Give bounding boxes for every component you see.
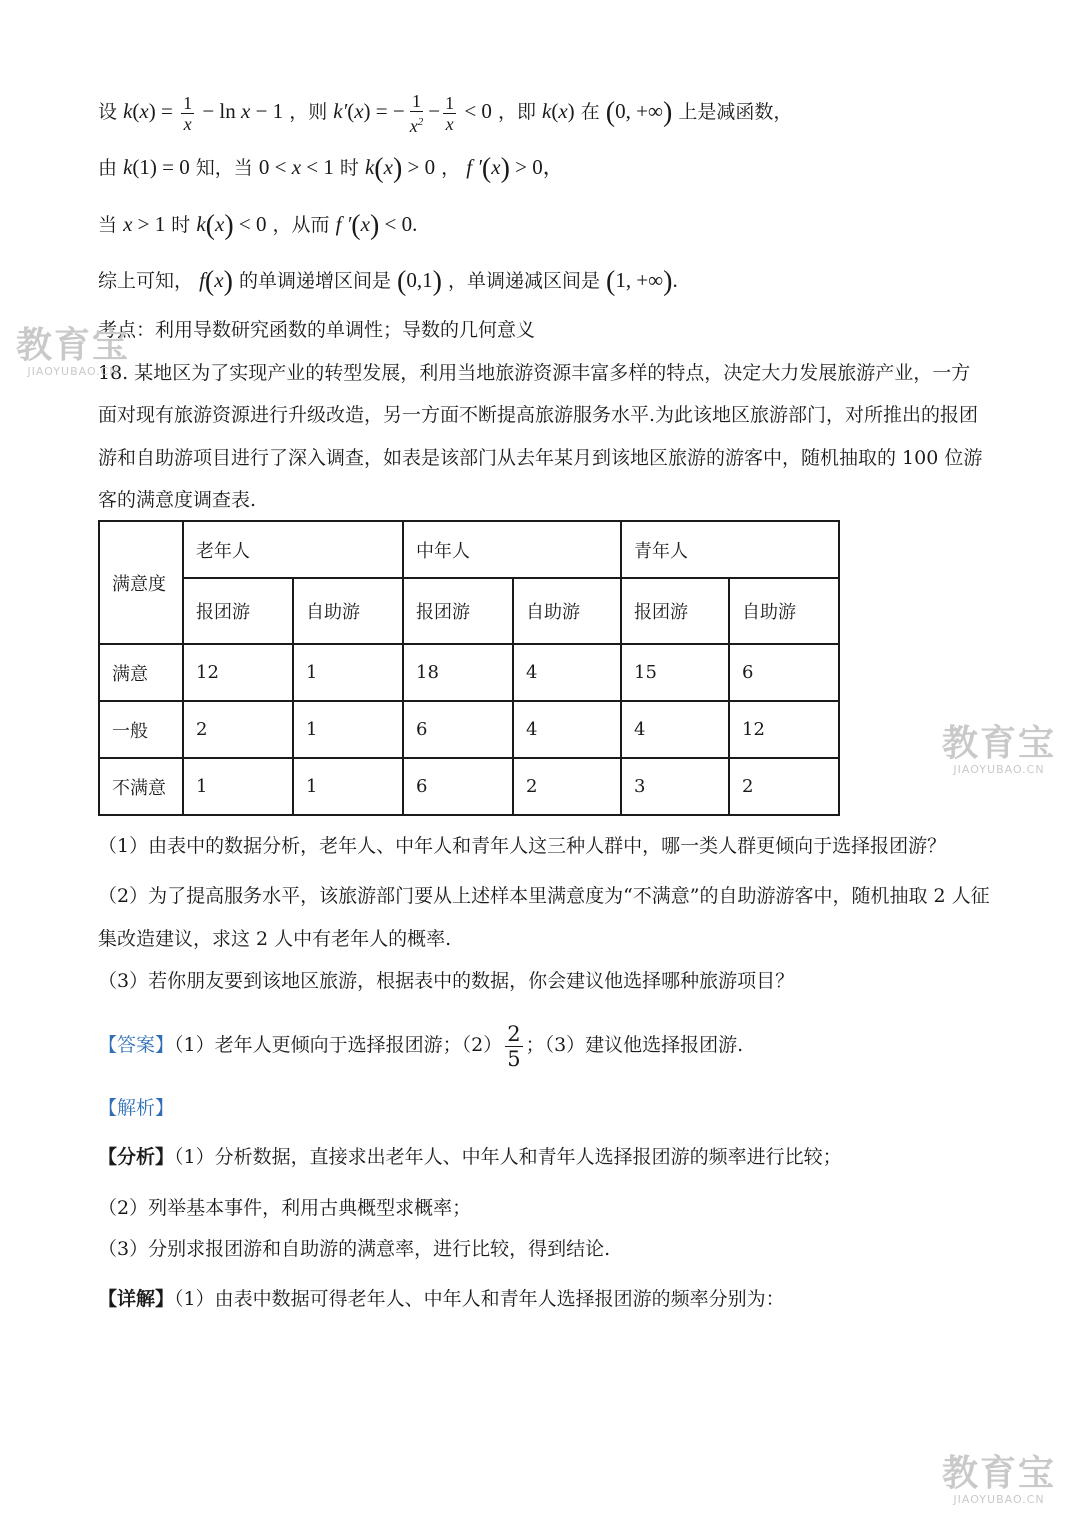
question-2-line-2: 集改造建议，求这 2 人中有老年人的概率.: [98, 928, 452, 950]
table-group-header: 老年人: [183, 521, 403, 578]
row-label: 满意: [99, 644, 183, 701]
formula: (0,1): [397, 266, 442, 297]
table-cell: 2: [729, 758, 839, 815]
text: ，即: [497, 101, 536, 123]
proof-line-1: [98, 86, 792, 138]
table-row: [99, 701, 839, 758]
table-subheader: 报团游: [621, 578, 729, 644]
table-subheader: 自助游: [293, 578, 403, 644]
text: 综上可知，: [98, 270, 194, 292]
text: ，: [441, 157, 461, 179]
kaodian: 考点：利用导数研究函数的单调性；导数的几何意义: [98, 319, 536, 341]
table-group-header: 中年人: [403, 521, 621, 578]
formula: k(1) = 0: [123, 155, 190, 179]
answer-part-2: ；（3）建议他选择报团游.: [525, 1034, 744, 1056]
fraction-denominator: 5: [507, 1046, 521, 1071]
formula: k(x) > 0: [364, 153, 436, 184]
text: 上是减函数，: [678, 101, 793, 123]
answer-fraction: [505, 1022, 522, 1071]
table-cell: 2: [183, 701, 293, 758]
detail-tag: 【详解】: [98, 1288, 175, 1310]
table-group-header: 青年人: [621, 521, 839, 578]
question-2-line-1: （2）为了提高服务水平，该旅游部门要从上述样本里满意度为“不满意”的自助游游客中，随机抽取 2 人征: [98, 885, 990, 907]
question-1: （1）由表中的数据分析，老年人、中年人和青年人这三种人群中，哪一类人群更倾向于选择报团游？: [98, 835, 947, 857]
table-cell: 1: [183, 758, 293, 815]
formula-interval: (0, +∞): [605, 97, 673, 128]
text: 在: [580, 101, 600, 123]
table-row: [99, 758, 839, 815]
watermark-en: JIAOYUBAO.CN: [953, 763, 1045, 776]
formula-k-def: k(x) = $\frac{1}{x}$ − ln x − 1: [123, 92, 284, 134]
table-cell: 1: [293, 758, 403, 815]
formula-k: k(x): [542, 99, 575, 123]
answer-part-1: （1）老年人更倾向于选择报团游；（2）: [174, 1034, 503, 1056]
watermark-logo: [942, 1453, 1057, 1506]
table-cell: 15: [621, 644, 729, 701]
watermark-en: JIAOYUBAO.CN: [953, 1493, 1045, 1506]
table-cell: 6: [729, 644, 839, 701]
text: 的单调递增区间是: [238, 270, 391, 292]
text: ，则: [289, 101, 328, 123]
row-label: 不满意: [99, 758, 183, 815]
jiexi-tag: 【解析】: [98, 1097, 175, 1119]
formula-k-derivative: k′(x) = − $\frac{1}{x^2}$ − $\frac{1}{x}$ < 0: [333, 90, 492, 136]
analysis-line-2: （2）列举基本事件，利用古典概型求概率；: [98, 1197, 472, 1219]
proof-line-3: [98, 210, 417, 240]
problem-line-1: 18. 某地区为了实现产业的转型发展，利用当地旅游资源丰富多样的特点，决定大力发展旅游产业，一方: [98, 362, 971, 384]
analysis-tag: 【分析】: [98, 1146, 175, 1168]
table-cell: 12: [183, 644, 293, 701]
table-cell: 6: [403, 758, 513, 815]
row-label: 一般: [99, 701, 183, 758]
table-cell: 3: [621, 758, 729, 815]
text: ，单调递减区间是: [447, 270, 600, 292]
proof-line-2: [98, 153, 564, 183]
text: 时: [339, 157, 359, 179]
analysis-line-1: [98, 1143, 842, 1171]
table-subheader: 自助游: [729, 578, 839, 644]
text: ，从而: [272, 214, 330, 236]
satisfaction-table: [98, 520, 840, 816]
text: 由: [98, 157, 118, 179]
table-cell: 18: [403, 644, 513, 701]
text: 当: [98, 214, 118, 236]
table-subheader: 自助游: [513, 578, 621, 644]
formula: (1, +∞).: [606, 266, 678, 297]
table-subheader: 报团游: [403, 578, 513, 644]
formula: f(x): [199, 266, 233, 297]
table-cell: 4: [621, 701, 729, 758]
answer-tag: 【答案】: [98, 1034, 175, 1056]
question-3: （3）若你朋友要到该地区旅游，根据表中的数据，你会建议他选择哪种旅游项目？: [98, 970, 795, 992]
formula: x > 1: [123, 212, 166, 236]
text: 设: [98, 101, 118, 123]
analysis-text: （1）分析数据，直接求出老年人、中年人和青年人选择报团游的频率进行比较；: [174, 1146, 842, 1168]
text: 时: [171, 214, 191, 236]
formula: 0 < x < 1: [258, 155, 334, 179]
watermark-logo: [16, 325, 131, 378]
watermark-en: JIAOYUBAO.CN: [27, 365, 119, 378]
table-cell: 1: [293, 701, 403, 758]
formula: f ′(x) < 0.: [335, 210, 418, 241]
text: 知，当: [195, 157, 253, 179]
table-cell: 12: [729, 701, 839, 758]
proof-line-4: [98, 266, 678, 296]
problem-line-3: 游和自助游项目进行了深入调查，如表是该部门从去年某月到该地区旅游的游客中，随机抽取的 100 位游: [98, 447, 983, 469]
formula: f ′(x) > 0，: [466, 153, 564, 184]
problem-line-2: 面对现有旅游资源进行升级改造，另一方面不断提高旅游服务水平.为此该地区旅游部门，对所推出的报团: [98, 404, 979, 426]
analysis-line-3: （3）分别求报团游和自助游的满意率，进行比较，得到结论.: [98, 1238, 611, 1260]
table-cell: 1: [293, 644, 403, 701]
table-cell: 6: [403, 701, 513, 758]
table-subheader: 报团游: [183, 578, 293, 644]
table-corner: 满意度: [99, 521, 183, 644]
watermark-cn: 教育宝: [16, 325, 131, 366]
table-cell: 4: [513, 701, 621, 758]
watermark-cn: 教育宝: [942, 723, 1057, 764]
detail-text: （1）由表中数据可得老年人、中年人和青年人选择报团游的频率分别为：: [174, 1288, 785, 1310]
answer-line: [98, 1018, 743, 1072]
table-row: [99, 644, 839, 701]
table-cell: 2: [513, 758, 621, 815]
formula: k(x) < 0: [196, 210, 267, 241]
watermark-logo: [942, 723, 1057, 776]
fraction-numerator: 2: [507, 1021, 521, 1046]
watermark-cn: 教育宝: [942, 1453, 1057, 1494]
table-cell: 4: [513, 644, 621, 701]
problem-line-4: 客的满意度调查表.: [98, 489, 257, 511]
detail-line-1: [98, 1285, 785, 1313]
